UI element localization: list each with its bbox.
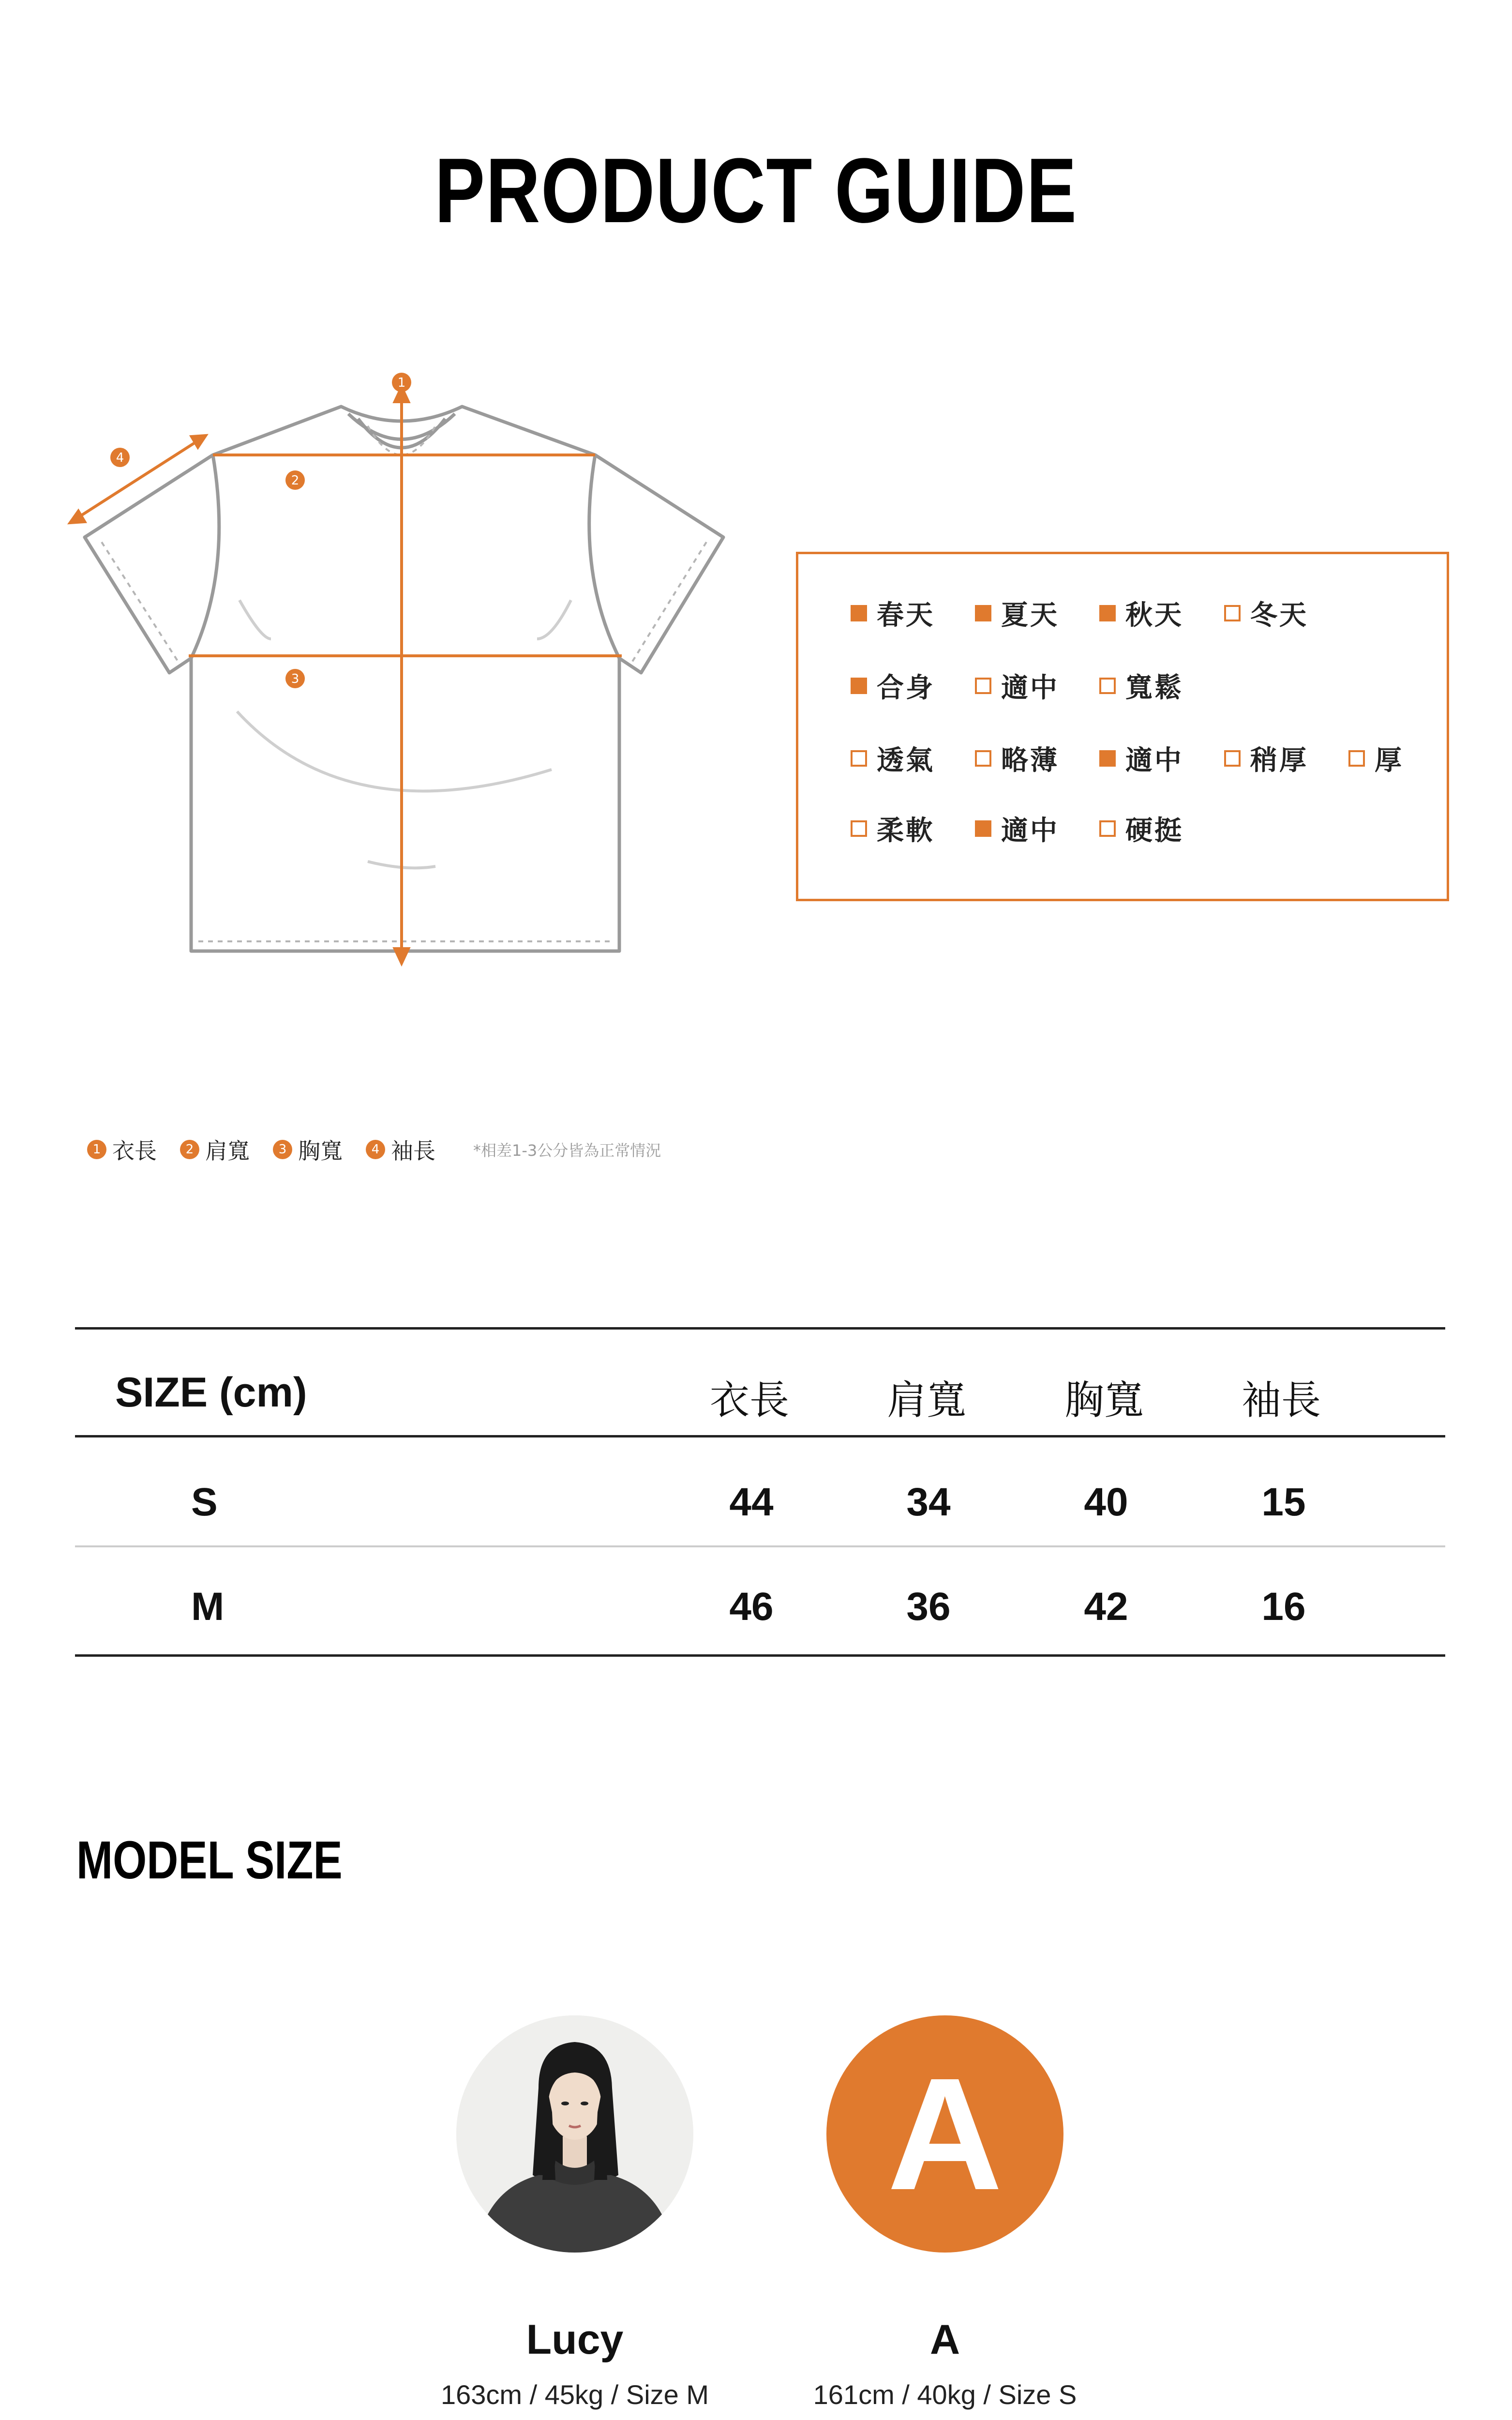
measurement-legend [87, 1135, 661, 1164]
table-header-sleeve: 袖長 [1242, 1377, 1321, 1423]
attr-thickness-thicker: 稍厚 [1224, 739, 1308, 778]
marker-1-label: 1 [397, 376, 406, 390]
number-1-icon: 1 [87, 1140, 106, 1159]
attr-thickness-breathable: 透氣 [851, 739, 935, 778]
checkbox-empty-icon [851, 820, 867, 837]
attr-texture-medium: 適中 [975, 809, 1059, 848]
checkbox-empty-icon [975, 750, 991, 767]
legend-item-shoulder: 2 肩寬 [180, 1134, 250, 1165]
attr-summer: 夏天 [975, 594, 1059, 633]
attr-winter: 冬天 [1224, 594, 1308, 633]
table-header-shoulder: 肩寬 [887, 1377, 967, 1423]
attr-autumn: 秋天 [1099, 594, 1183, 633]
table-bottom-rule [75, 1654, 1445, 1657]
table-top-rule [75, 1327, 1445, 1330]
attr-spring: 春天 [851, 594, 935, 633]
attr-thickness-thin: 略薄 [975, 739, 1059, 778]
page-title: PRODUCT GUIDE [434, 139, 1078, 242]
number-3-icon: 3 [273, 1140, 292, 1159]
checkbox-checked-icon [1099, 750, 1116, 767]
table-header-chest: 胸寬 [1064, 1377, 1144, 1423]
model-portrait-icon [456, 2015, 693, 2253]
checkbox-checked-icon [851, 678, 867, 694]
tshirt-diagram [58, 368, 745, 997]
attr-thickness-medium: 適中 [1099, 739, 1183, 778]
model-lucy-avatar [456, 2015, 693, 2253]
tolerance-note: *相差1-3公分皆為正常情況 [473, 1141, 661, 1160]
checkbox-empty-icon [1348, 750, 1365, 767]
model-lucy-stats: 163cm / 45kg / Size M [440, 2379, 709, 2410]
checkbox-empty-icon [975, 678, 991, 694]
checkbox-checked-icon [975, 820, 991, 837]
marker-3-label: 3 [291, 672, 299, 686]
checkbox-empty-icon [1099, 678, 1116, 694]
legend-item-sleeve: 4 袖長 [366, 1134, 435, 1165]
checkbox-checked-icon [975, 605, 991, 621]
attr-texture-stiff: 硬挺 [1099, 809, 1183, 848]
table-header-length: 衣長 [710, 1377, 790, 1423]
attr-fit-loose: 寬鬆 [1099, 666, 1183, 705]
legend-item-chest: 3 胸寬 [273, 1134, 343, 1165]
checkbox-empty-icon [1099, 820, 1116, 837]
checkbox-checked-icon [1099, 605, 1116, 621]
fabric-attributes-panel [796, 552, 1449, 901]
legend-item-length: 1 衣長 [87, 1134, 157, 1165]
checkbox-empty-icon [1224, 750, 1241, 767]
marker-2-label: 2 [291, 473, 299, 488]
model-a-name: A [929, 2316, 960, 2363]
checkbox-checked-icon [851, 605, 867, 621]
table-row-divider [75, 1545, 1445, 1547]
model-a-stats: 161cm / 40kg / Size S [813, 2379, 1077, 2410]
checkbox-empty-icon [851, 750, 867, 767]
attr-fit-regular: 適中 [975, 666, 1059, 705]
attr-fit-slim: 合身 [851, 666, 935, 705]
table-header-rule [75, 1435, 1445, 1437]
model-size-title: MODEL SIZE [76, 1830, 343, 1890]
attr-texture-soft: 柔軟 [851, 809, 935, 848]
model-a-avatar: A [826, 2015, 1063, 2253]
attr-thickness-thick: 厚 [1348, 739, 1404, 778]
number-4-icon: 4 [366, 1140, 385, 1159]
model-lucy-name: Lucy [526, 2316, 624, 2363]
number-2-icon: 2 [180, 1140, 199, 1159]
table-header-size: SIZE (cm) [115, 1369, 307, 1416]
marker-4-label: 4 [116, 451, 124, 465]
checkbox-empty-icon [1224, 605, 1241, 621]
